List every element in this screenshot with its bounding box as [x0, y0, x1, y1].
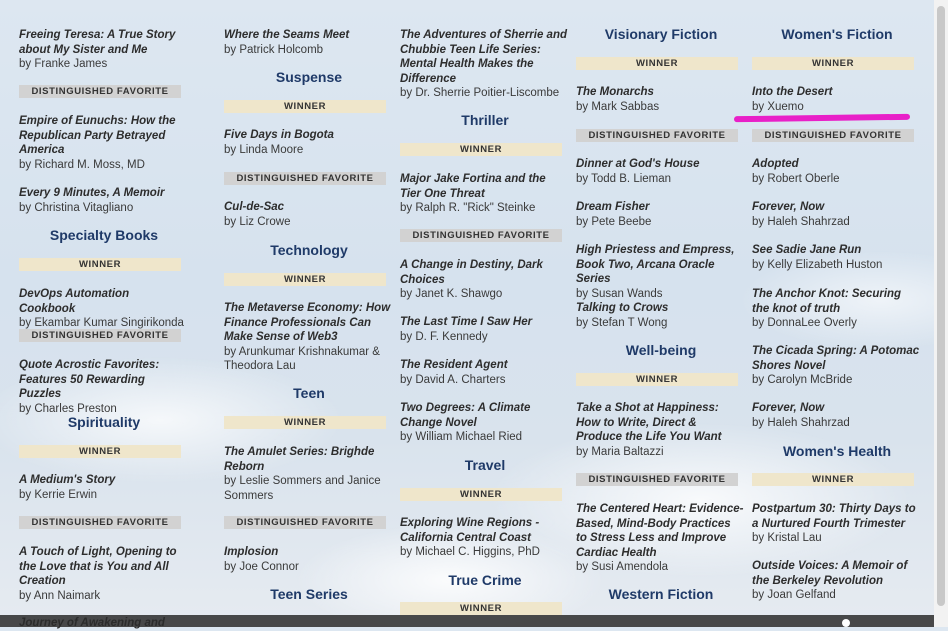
book-author: by Robert Oberle — [752, 172, 840, 185]
category-heading: Women's Fiction — [781, 26, 893, 42]
distinguished-favorite-badge: DISTINGUISHED FAVORITE — [400, 229, 562, 242]
book-entry[interactable] — [576, 243, 744, 301]
book-title[interactable]: The Adventures of Sherrie and Chubbie Teen Life Series: Mental Health Makes the Difference — [400, 29, 567, 85]
book-title[interactable]: Dream Fisher — [576, 201, 650, 213]
book-author: by Christina Vitagliano — [19, 201, 134, 214]
book-author: by Patrick Holcomb — [224, 43, 324, 56]
book-title[interactable]: Exploring Wine Regions - California Central Coast — [400, 517, 540, 544]
book-author: by Mark Sabbas — [576, 100, 660, 113]
book-title[interactable]: Outside Voices: A Memoir of the Berkeley Revolution — [752, 560, 908, 587]
book-author: by Carolyn McBride — [752, 374, 853, 386]
book-author: by Janet K. Shawgo — [400, 288, 503, 300]
book-author: by D. F. Kennedy — [400, 330, 488, 343]
winner-badge: WINNER — [576, 373, 738, 386]
winner-badge: WINNER — [19, 258, 181, 271]
vertical-scrollbar[interactable] — [934, 0, 948, 627]
book-entry[interactable] — [19, 28, 187, 72]
category-heading: Specialty Books — [49, 227, 159, 243]
winner-badge: WINNER — [224, 100, 386, 113]
highlight-underline-annotation — [734, 114, 910, 122]
book-title[interactable]: Two Degrees: A Climate Change Novel — [400, 402, 531, 429]
book-entry[interactable] — [19, 545, 187, 603]
book-title[interactable]: The Metaverse Economy: How Finance Professionals Can Make Sense of Web3 — [224, 302, 391, 343]
book-title[interactable]: Adopted — [752, 158, 799, 170]
book-entry[interactable] — [752, 243, 920, 272]
book-title[interactable]: Talking to Crows — [576, 302, 669, 314]
book-author: by Kerrie Erwin — [19, 488, 97, 501]
category-heading: Suspense — [275, 69, 343, 85]
winner-badge: WINNER — [400, 602, 562, 615]
category-heading: Teen — [293, 385, 325, 401]
book-title[interactable]: The Cicada Spring: A Potomac Shores Novel — [752, 345, 920, 372]
book-author: by Todd B. Lieman — [576, 172, 672, 185]
book-title[interactable]: Into the Desert — [752, 86, 833, 98]
book-title[interactable]: The Anchor Knot: Securing the knot of truth — [752, 288, 902, 315]
winner-badge: WINNER — [224, 416, 386, 429]
winner-badge: WINNER — [752, 473, 914, 486]
book-entry[interactable] — [752, 502, 920, 546]
book-title[interactable]: Forever, Now — [752, 201, 825, 213]
book-author: by Pete Beebe — [576, 215, 652, 228]
book-author: by Kristal Lau — [752, 532, 822, 544]
book-title[interactable]: The Monarchs — [576, 86, 654, 98]
distinguished-favorite-badge: DISTINGUISHED FAVORITE — [576, 473, 738, 486]
book-author: by Haleh Shahrzad — [752, 416, 850, 429]
book-title[interactable]: Cul-de-Sac — [224, 201, 285, 213]
book-author: by Dr. Sherrie Poitier-Liscombe — [400, 87, 560, 99]
category-heading: Technology — [270, 242, 348, 258]
book-title[interactable]: Where the Seams Meet — [224, 29, 350, 41]
category-heading: Women's Health — [782, 443, 892, 459]
book-title[interactable]: Postpartum 30: Thirty Days to a Nurtured Fourth Trimester — [752, 503, 916, 530]
distinguished-favorite-badge: DISTINGUISHED FAVORITE — [19, 85, 181, 98]
book-title[interactable]: A Touch of Light, Opening to the Love that is You and All Creation — [19, 546, 177, 587]
book-entry[interactable] — [19, 287, 187, 331]
book-entry[interactable] — [400, 258, 568, 302]
book-title[interactable]: The Last Time I Saw Her — [400, 316, 533, 328]
book-author: by Maria Baltazzi — [576, 445, 664, 458]
winner-badge: WINNER — [576, 57, 738, 70]
distinguished-favorite-badge: DISTINGUISHED FAVORITE — [576, 129, 738, 142]
book-title[interactable]: Forever, Now — [752, 402, 825, 414]
book-entry[interactable] — [224, 28, 392, 57]
book-author: by Xuemo — [752, 100, 804, 113]
book-author: by Michael C. Higgins, PhD — [400, 546, 540, 558]
category-heading: Well-being — [625, 342, 697, 358]
distinguished-favorite-badge: DISTINGUISHED FAVORITE — [19, 516, 181, 529]
book-title[interactable]: Empire of Eunuchs: How the Republican Party Betrayed America — [19, 115, 176, 156]
book-entry[interactable] — [752, 157, 920, 186]
book-entry[interactable] — [224, 445, 392, 503]
book-author: by William Michael Ried — [400, 431, 523, 443]
book-title[interactable]: Quote Acrostic Favorites: Features 50 Rewarding Puzzles — [19, 359, 160, 400]
book-title[interactable]: High Priestess and Empress, Book Two, Arcana Oracle Series — [576, 244, 735, 285]
winner-badge: WINNER — [224, 273, 386, 286]
book-entry[interactable] — [576, 157, 744, 186]
book-entry[interactable] — [224, 128, 392, 157]
book-title[interactable]: The Centered Heart: Evidence-Based, Mind-Body Practices to Stress Less and Improve Cardiac Health — [576, 503, 744, 559]
book-author: by Franke James — [19, 58, 108, 70]
book-title[interactable]: A Change in Destiny, Dark Choices — [400, 259, 543, 286]
book-entry[interactable] — [224, 301, 392, 374]
mouse-cursor-icon — [842, 619, 850, 627]
book-author: by Ekambar Kumar Singirikonda — [19, 317, 184, 329]
distinguished-favorite-badge: DISTINGUISHED FAVORITE — [19, 329, 181, 342]
distinguished-favorite-badge: DISTINGUISHED FAVORITE — [224, 172, 386, 185]
winner-badge: WINNER — [752, 57, 914, 70]
book-author: by Linda Moore — [224, 143, 304, 156]
book-title[interactable]: The Amulet Series: Brighde Reborn — [224, 446, 375, 473]
book-author: by David A. Charters — [400, 373, 506, 386]
book-entry[interactable] — [400, 358, 568, 387]
book-author: by Liz Crowe — [224, 215, 291, 228]
category-heading: Visionary Fiction — [604, 26, 718, 42]
book-entry[interactable] — [576, 401, 744, 459]
book-title[interactable]: See Sadie Jane Run — [752, 244, 862, 256]
book-author: by Charles Preston — [19, 402, 117, 415]
distinguished-favorite-badge: DISTINGUISHED FAVORITE — [752, 129, 914, 142]
category-heading: Travel — [464, 457, 506, 473]
winner-badge: WINNER — [400, 488, 562, 501]
book-entry[interactable] — [224, 545, 392, 574]
book-entry[interactable] — [19, 186, 187, 215]
book-author: by Richard M. Moss, MD — [19, 158, 145, 171]
book-author: by Joe Connor — [224, 560, 299, 573]
book-author: by Kelly Elizabeth Huston — [752, 258, 883, 271]
book-title[interactable]: DevOps Automation Cookbook — [19, 288, 130, 315]
book-author: by DonnaLee Overly — [752, 317, 857, 329]
book-entry[interactable] — [19, 358, 187, 416]
book-author: by Ann Naimark — [19, 589, 101, 602]
book-author: by Susan Wands — [576, 287, 663, 300]
category-heading: Spirituality — [67, 414, 141, 430]
book-title[interactable]: Five Days in Bogota — [224, 129, 334, 141]
book-title[interactable]: Every 9 Minutes, A Memoir — [19, 187, 165, 199]
book-author: by Joan Gelfand — [752, 589, 836, 601]
book-title[interactable]: Implosion — [224, 546, 279, 558]
book-entry[interactable] — [576, 85, 744, 114]
winner-badge: WINNER — [400, 143, 562, 156]
book-entry[interactable] — [752, 200, 920, 229]
book-author: by Ralph R. "Rick" Steinke — [400, 202, 536, 214]
book-entry[interactable] — [752, 85, 920, 114]
book-entry[interactable] — [752, 287, 920, 331]
book-entry[interactable] — [19, 473, 187, 502]
book-author: by Haleh Shahrzad — [752, 215, 850, 228]
category-heading: True Crime — [448, 572, 522, 588]
book-entry[interactable] — [400, 315, 568, 344]
category-heading: Teen Series — [270, 586, 348, 602]
book-entry[interactable] — [752, 559, 920, 603]
book-entry[interactable] — [576, 301, 744, 330]
book-title[interactable]: The Resident Agent — [400, 359, 508, 371]
book-entry[interactable] — [400, 28, 568, 101]
book-entry[interactable] — [19, 114, 187, 172]
winner-badge: WINNER — [19, 445, 181, 458]
book-entry[interactable] — [224, 200, 392, 229]
book-entry[interactable] — [400, 516, 568, 560]
book-title[interactable]: Major Jake Fortina and the Tier One Threat — [400, 173, 546, 200]
bottom-edge-bar — [0, 615, 948, 627]
book-title[interactable]: Take a Shot at Happiness: How to Write, Direct & Produce the Life You Want — [576, 402, 722, 443]
category-heading: Western Fiction — [608, 586, 714, 602]
category-heading: Thriller — [461, 112, 509, 128]
scrollbar-thumb[interactable] — [937, 6, 945, 606]
book-author: by Leslie Sommers and Janice Sommers — [224, 475, 381, 502]
book-title[interactable]: A Medium's Story — [19, 474, 116, 486]
book-author: by Stefan T Wong — [576, 316, 668, 329]
book-title[interactable]: Dinner at God's House — [576, 158, 700, 170]
book-entry[interactable] — [576, 502, 744, 575]
book-title[interactable]: Freeing Teresa: A True Story about My Sister and Me — [19, 29, 176, 56]
book-entry[interactable] — [752, 344, 920, 388]
book-author: by Susi Amendola — [576, 561, 669, 573]
book-entry[interactable] — [752, 401, 920, 430]
distinguished-favorite-badge: DISTINGUISHED FAVORITE — [224, 516, 386, 529]
book-entry[interactable] — [576, 200, 744, 229]
book-entry[interactable] — [400, 172, 568, 216]
book-author: by Arunkumar Krishnakumar & Theodora Lau — [224, 345, 380, 372]
book-entry[interactable] — [400, 401, 568, 445]
